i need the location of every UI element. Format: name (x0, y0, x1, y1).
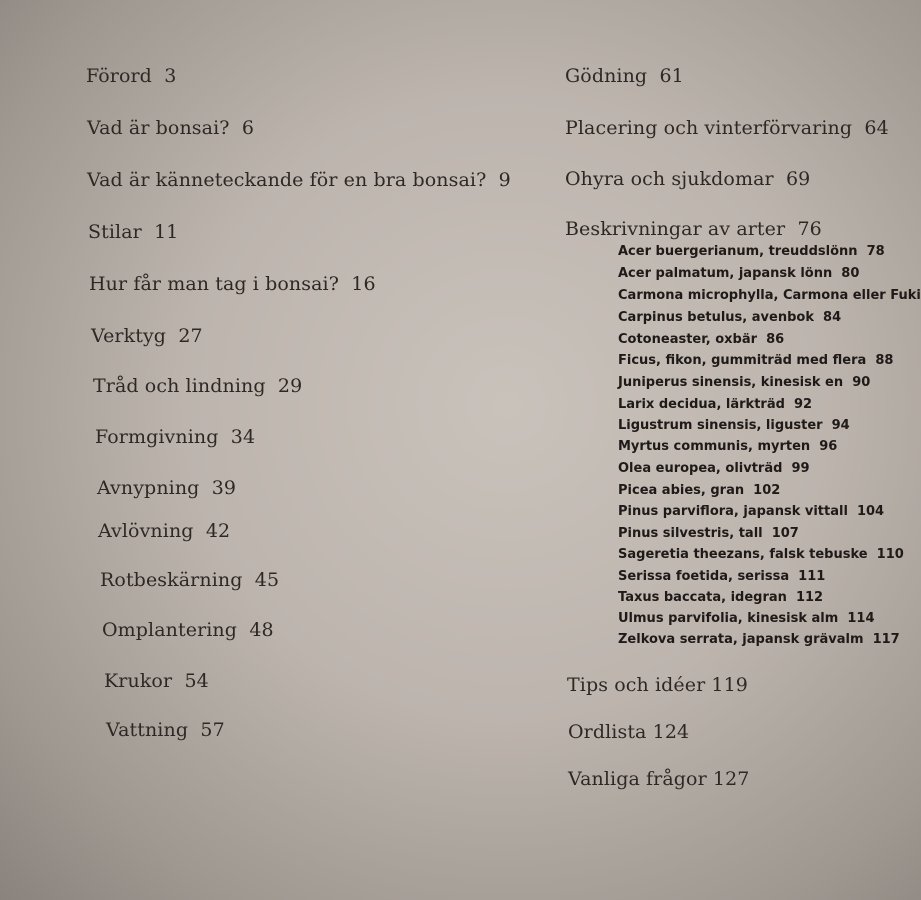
toc-entry-title: Krukor (104, 670, 173, 692)
toc-entry-page: 9 (498, 169, 511, 191)
species-entry (618, 526, 799, 541)
toc-entry-omplantering (102, 619, 274, 641)
toc-entry-title: Tips och idéer (567, 674, 706, 696)
toc-entry-title: Formgivning (95, 426, 219, 448)
species-title: Olea europea, olivträd (618, 461, 783, 476)
species-title: Sageretia theezans, falsk tebuske (618, 547, 868, 562)
toc-entry-ohyra (565, 168, 810, 190)
toc-entry-page: 64 (864, 117, 889, 139)
species-entry (618, 569, 825, 584)
toc-entry-title: Vad är bonsai? (87, 117, 230, 139)
toc-entry-kannetecknande (87, 169, 511, 191)
toc-entry-page: 69 (785, 168, 811, 190)
toc-entry-page: 34 (230, 426, 256, 448)
species-page: 90 (852, 375, 871, 390)
species-title: Acer buergerianum, treuddslönn (618, 244, 858, 259)
toc-entry-vanliga-fragor (568, 768, 749, 790)
species-entry (618, 504, 884, 519)
toc-entry-title: Stilar (88, 221, 142, 243)
toc-entry-formgivning (95, 426, 255, 448)
toc-entry-title: Placering och vinterförvaring (565, 117, 853, 139)
species-title: Cotoneaster, oxbär (618, 332, 758, 347)
toc-entry-page: 45 (254, 569, 280, 591)
species-entry (618, 547, 904, 562)
species-entry (618, 483, 780, 498)
species-title: Picea abies, gran (618, 483, 745, 498)
toc-entry-vattning (106, 719, 225, 741)
toc-entry-page: 16 (351, 273, 376, 295)
toc-entry-page: 11 (154, 221, 179, 243)
toc-entry-title: Ohyra och sjukdomar (565, 168, 774, 190)
toc-entry-beskrivningar (565, 218, 822, 240)
toc-entry-title: Vanliga frågor (568, 768, 707, 790)
species-title: Pinus parviflora, japansk vittall (618, 504, 848, 519)
species-entry (618, 590, 823, 605)
toc-entry-page: 124 (652, 721, 690, 743)
toc-entry-title: Avlövning (98, 520, 194, 542)
species-title: Carpinus betulus, avenbok (618, 310, 814, 325)
species-entry (618, 632, 900, 647)
toc-entry-title: Vattning (106, 719, 189, 741)
species-title: Zelkova serrata, japansk grävalm (618, 632, 864, 647)
species-title: Myrtus communis, myrten (618, 439, 811, 454)
species-entry (618, 266, 859, 281)
species-page: 78 (866, 244, 885, 259)
species-title: Acer palmatum, japansk lönn (618, 266, 833, 281)
species-page: 102 (753, 483, 781, 498)
toc-entry-page: 61 (659, 65, 684, 87)
species-title: Serissa foetida, serissa (618, 569, 790, 584)
species-title: Juniperus sinensis, kinesisk en (618, 375, 844, 390)
species-entry (618, 397, 812, 412)
toc-entry-godning (565, 65, 684, 87)
species-title: Pinus silvestris, tall (618, 526, 763, 541)
toc-entry-verktyg (91, 325, 203, 347)
toc-entry-page: 42 (205, 520, 231, 542)
species-page: 110 (876, 547, 904, 562)
toc-entry-page: 27 (178, 325, 203, 347)
toc-entry-stilar (88, 221, 179, 243)
species-page: 86 (766, 332, 785, 347)
toc-entry-title: Beskrivningar av arter (565, 218, 786, 240)
toc-entry-tips (567, 674, 748, 696)
toc-entry-title: Vad är känneteckande för en bra bonsai? (87, 169, 487, 191)
species-page: 92 (793, 397, 813, 412)
species-page: 104 (856, 504, 885, 519)
toc-entry-avnypning (97, 477, 236, 499)
toc-entry-page: 127 (712, 768, 750, 790)
toc-entry-title: Hur får man tag i bonsai? (89, 273, 339, 295)
species-page: 80 (841, 266, 860, 281)
toc-entry-placering (565, 117, 889, 139)
species-page: 96 (819, 439, 838, 454)
species-title: Taxus baccata, idegran (618, 590, 787, 605)
species-page: 117 (872, 632, 900, 647)
species-page: 94 (831, 418, 850, 433)
species-entry (618, 244, 885, 259)
toc-entry-title: Gödning (565, 65, 648, 87)
species-entry (618, 439, 837, 454)
species-title: Ulmus parvifolia, kinesisk alm (618, 611, 839, 626)
species-page: 114 (847, 611, 875, 626)
toc-entry-page: 119 (711, 674, 748, 696)
toc-entry-forord (86, 65, 176, 87)
toc-entry-page: 6 (241, 117, 255, 139)
toc-entry-ordlista (568, 721, 689, 743)
species-title: Larix decidua, lärkträd (618, 397, 785, 412)
species-title: Ficus, fikon, gummiträd med flera (618, 353, 867, 368)
toc-entry-page: 57 (200, 719, 225, 741)
species-title: Carmona microphylla, Carmona eller Fuki (618, 288, 921, 303)
toc-entry-hur-far-man (89, 273, 376, 295)
toc-entry-page: 54 (184, 670, 209, 692)
toc-entry-page: 76 (797, 218, 822, 240)
species-title: Ligustrum sinensis, liguster (618, 418, 823, 433)
species-entry (618, 418, 850, 433)
toc-entry-title: Ordlista (568, 721, 647, 743)
toc-entry-page: 48 (249, 619, 274, 641)
toc-entry-title: Verktyg (91, 325, 167, 347)
species-page: 88 (875, 353, 894, 368)
toc-entry-trad-och-lindning (93, 375, 302, 397)
toc-entry-rotbeskarning (100, 569, 279, 591)
toc-entry-avlovning (98, 520, 230, 542)
species-entry (618, 288, 921, 303)
toc-entry-title: Förord (86, 65, 152, 87)
species-page: 99 (791, 461, 810, 476)
species-entry (618, 461, 810, 476)
toc-entry-title: Omplantering (102, 619, 238, 641)
species-page: 107 (771, 526, 799, 541)
species-entry (618, 611, 875, 626)
species-entry (618, 353, 893, 368)
toc-entry-title: Avnypning (97, 477, 200, 499)
species-entry (618, 375, 870, 390)
toc-entry-title: Rotbeskärning (100, 569, 243, 591)
toc-entry-page: 3 (164, 65, 177, 87)
species-page: 111 (798, 569, 826, 584)
toc-entry-title: Tråd och lindning (93, 375, 266, 397)
species-entry (618, 310, 841, 325)
toc-entry-page: 39 (211, 477, 237, 499)
species-page: 84 (823, 310, 842, 325)
toc-entry-page: 29 (277, 375, 303, 397)
toc-entry-vad-ar-bonsai (87, 117, 254, 139)
species-entry (618, 332, 784, 347)
species-page: 112 (795, 590, 824, 605)
toc-entry-krukor (104, 670, 209, 692)
